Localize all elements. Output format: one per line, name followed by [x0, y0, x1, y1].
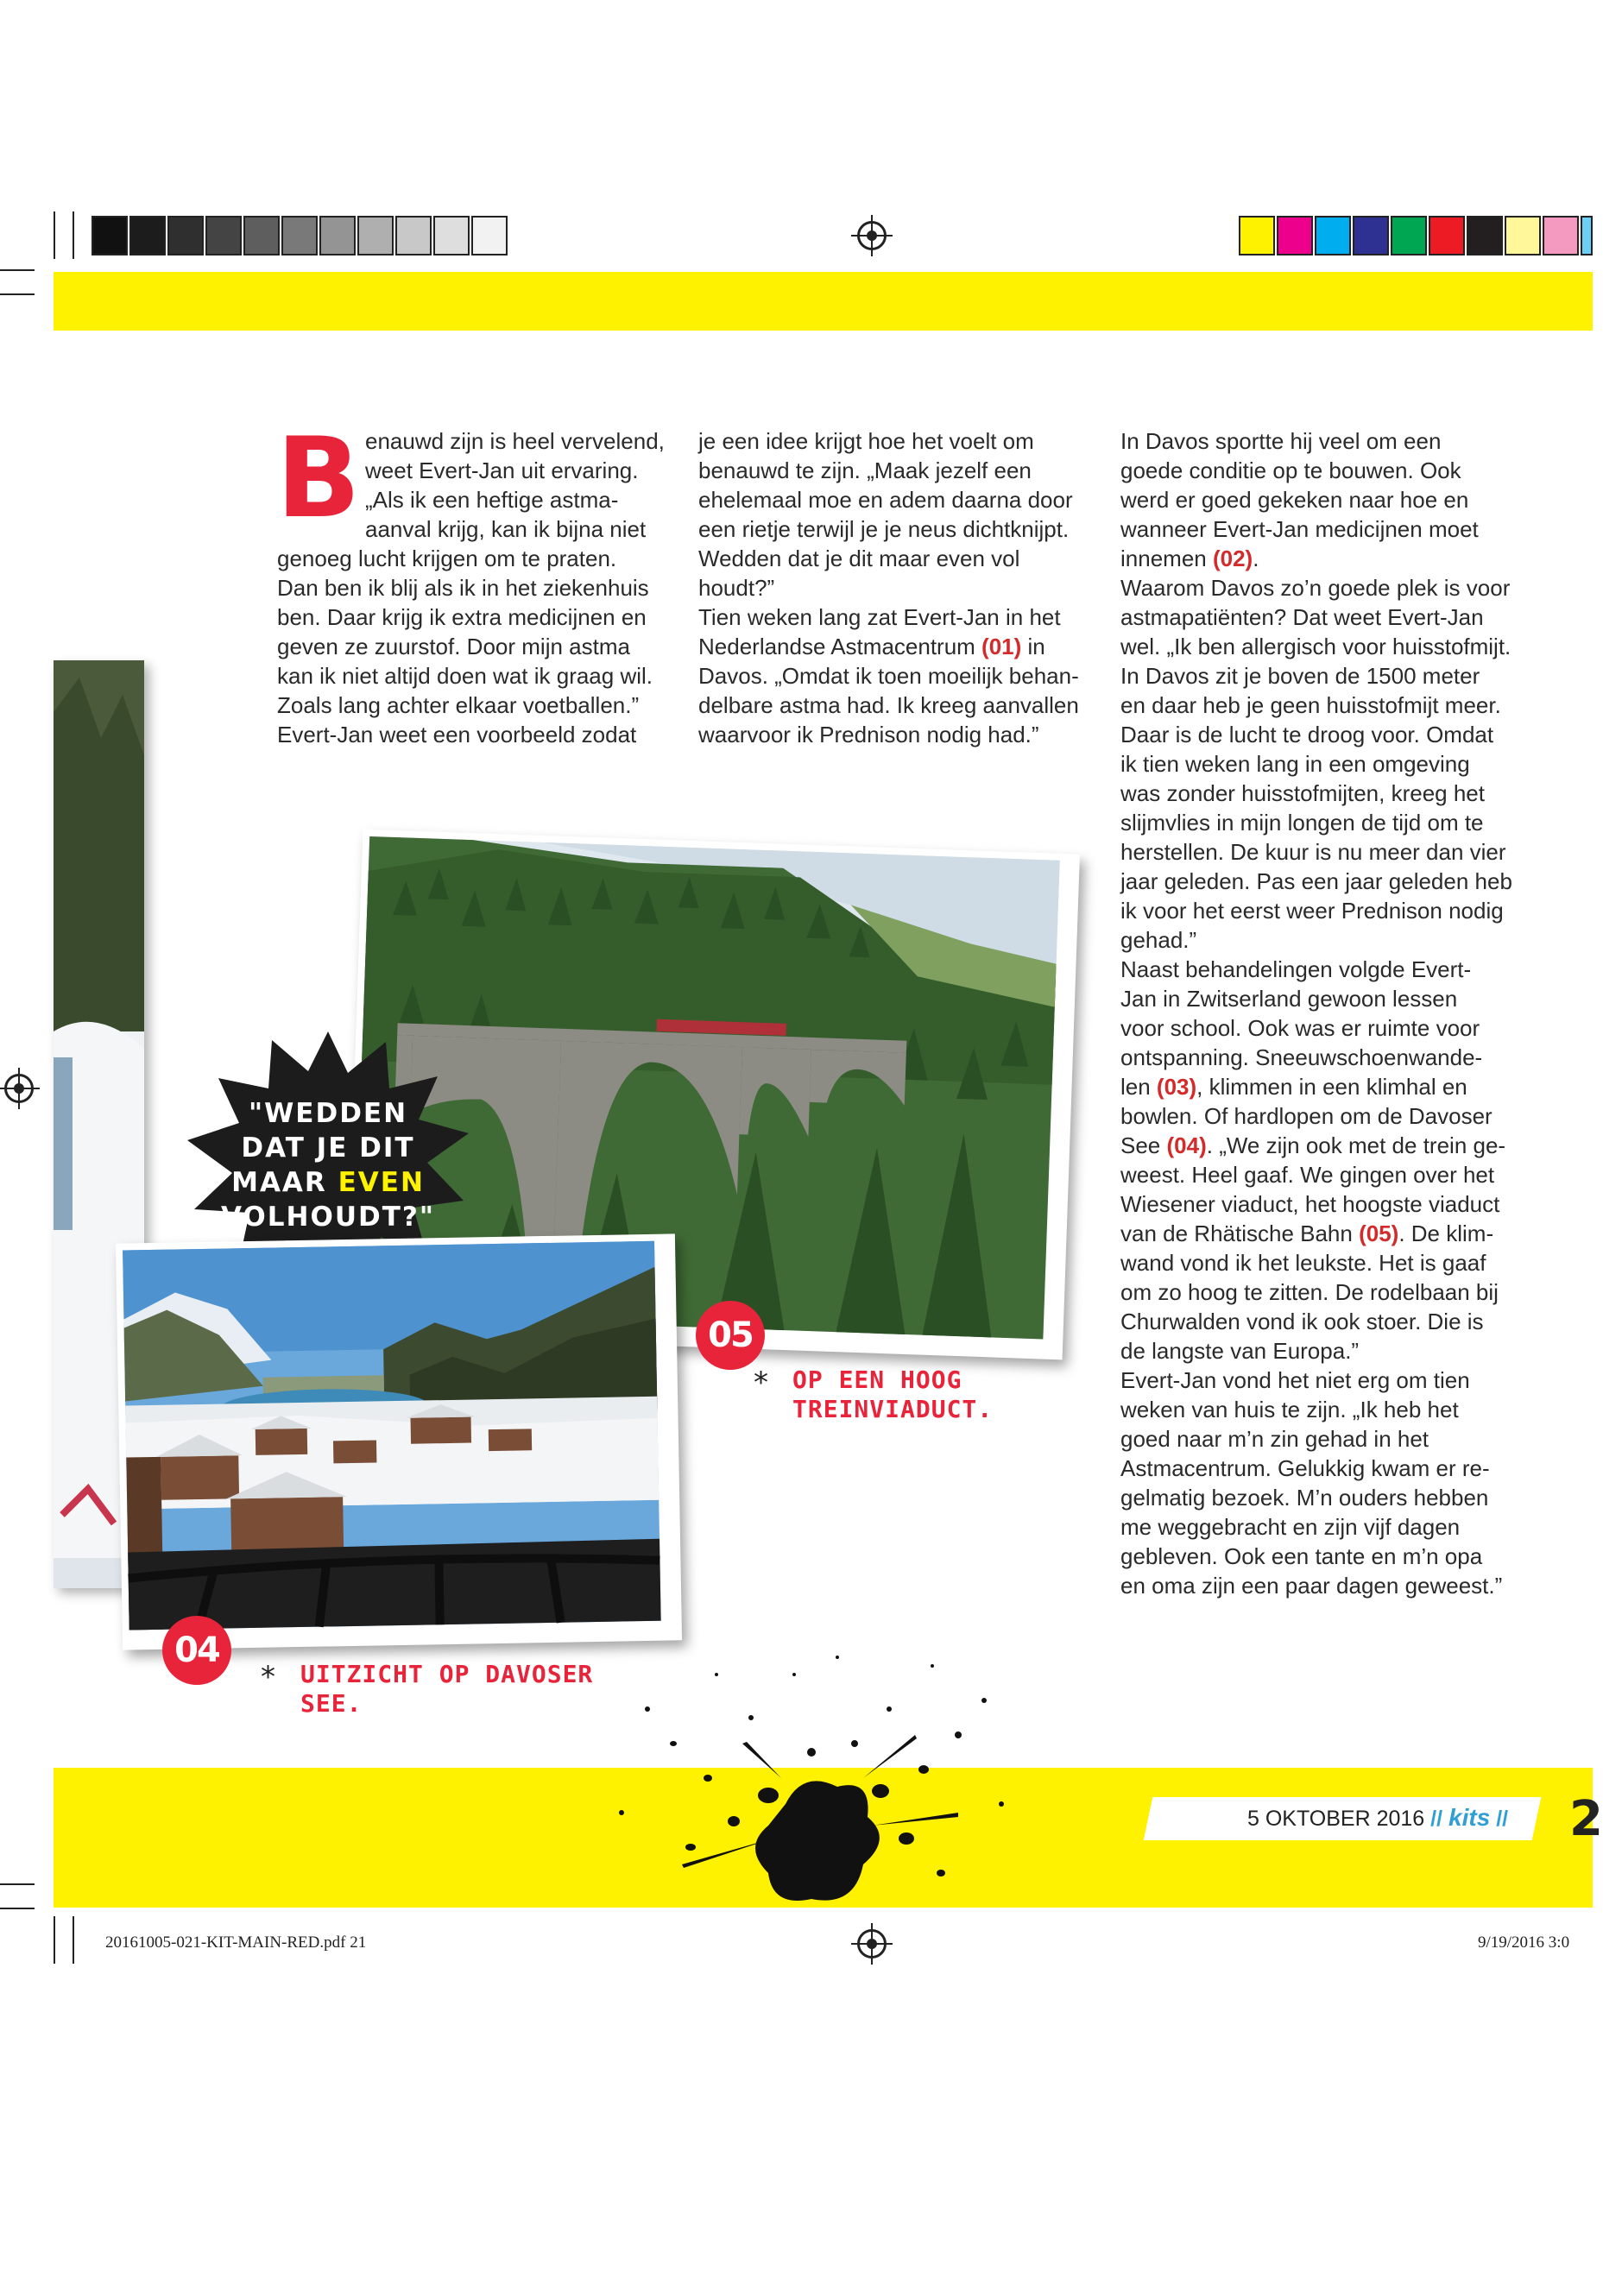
- quote-text: [199, 1096, 458, 1234]
- quote-text-a: "WEDDEN DAT JE DIT MAAR: [231, 1098, 415, 1198]
- column-1-intro: enauwd zijn is heel vervelend, weet Evert-Jan uit ervaring. „Als ik een heftige astma- aanval krijg, kan ik bijna niet: [365, 428, 665, 542]
- crop-mark: [0, 1883, 35, 1885]
- footer-separator: //: [1430, 1807, 1443, 1831]
- crop-mark: [54, 1916, 55, 1964]
- registration-mark: [857, 1929, 887, 1959]
- column-3-text-d: . „We zijn ook met de trein ge- weest. Heel gaaf. We gingen over het Wiesener viaduct, het hoogste viaduct van de Rhätische Bahn: [1120, 1132, 1506, 1246]
- registration-mark: [4, 1074, 34, 1103]
- crop-mark: [73, 1916, 74, 1964]
- footer-dateline: [1247, 1804, 1508, 1832]
- column-3-text-e: . De klim- wand vond ik het leukste. Het is gaaf om zo hoog te zitten. De rodelbaan bij Churwalden vond ik ook stoer. Die is de langste van Europa.” Evert-Jan vond het niet erg om tien weken van huis te zijn. „Ik heb het goed naar m’n zin gehad in het Astmacentrum. Gelukkig kwam er re- gelmatig bezoek. M’n ouders hebben me weggebracht en zijn vijf dagen gebleven. Ook een tante en m’n opa en oma zijn een paar dagen geweest.”: [1120, 1221, 1503, 1599]
- column-3-text-b: . Waarom Davos zo’n goede plek is voor astmapatiënten? Dat weet Evert-Jan wel. „Ik ben allergisch voor huisstofmijt. In Davos zit je boven de 1500 meter en daar heb je geen huisstofmijt meer. Daar is de lucht te droog voor. Omdat ik tien weken lang in een omgeving was zonder huisstofmijten, kreeg het slijmvlies in mijn longen de tijd om te herstellen. De kuur is nu meer dan vier jaar geleden. Pas een jaar geleden heb ik voor het eerst weer Prednison nodig gehad.” Naast behandelingen volgde Evert- Jan in Zwitserland gewoon lessen voor school. Ook was er ruimte voor ontspanning. Sneeuwschoenwande- len: [1120, 546, 1512, 1100]
- column-2-text-b: in Davos. „Omdat ik toen moeilijk behan- delbare astma had. Ik kreeg aanvallen waarvoor ik Prednison nodig had.”: [698, 634, 1079, 747]
- column-3-text-c: , klimmen in een klimhal en bowlen. Of hardlopen om de Davoser See: [1120, 1074, 1493, 1158]
- ref-04: (04): [1166, 1132, 1207, 1158]
- page-number: 2: [1569, 1791, 1603, 1847]
- quote-text-b: VOLHOUDT?": [220, 1202, 436, 1233]
- column-3: [1120, 426, 1535, 1600]
- column-2: [698, 426, 1104, 749]
- photo-davoser-see: [116, 1233, 682, 1649]
- photo-number-05: 05: [696, 1301, 765, 1370]
- crop-mark: [0, 1908, 35, 1909]
- header-band: [54, 272, 1593, 331]
- crop-mark: [0, 269, 35, 271]
- print-slug-filename: 20161005-021-KIT-MAIN-RED.pdf 21: [105, 1933, 367, 1952]
- crop-mark: [73, 211, 74, 259]
- ref-01: (01): [981, 634, 1022, 659]
- footer-date: 5 OKTOBER 2016: [1247, 1807, 1425, 1831]
- caption-asterisk: *: [754, 1366, 768, 1400]
- caption-viaduct: OP EEN HOOG TREINVIADUCT.: [792, 1366, 994, 1423]
- ref-05: (05): [1359, 1221, 1399, 1246]
- column-3-text-a: In Davos sportte hij veel om een goede conditie op te bouwen. Ook werd er goed gekeken naar hoe en wanneer Evert-Jan medicijnen moet innemen: [1120, 428, 1479, 571]
- crop-mark: [54, 211, 55, 259]
- ref-02: (02): [1212, 546, 1253, 571]
- column-1-rest: genoeg lucht krijgen om te praten. Dan ben ik blij als ik in het ziekenhuis ben. Daar krijg ik extra medicijnen en geven ze zuurstof. Door mijn astma kan ik niet altijd doen wat ik graag wil. Zoals lang achter elkaar voetballen.” Evert-Jan weet een voorbeeld zodat: [277, 546, 653, 747]
- caption-asterisk: *: [261, 1660, 275, 1694]
- print-slug-timestamp: 9/19/2016 3:0: [1478, 1933, 1570, 1952]
- ref-03: (03): [1156, 1074, 1197, 1100]
- registration-mark: [857, 221, 887, 250]
- quote-highlight: EVEN: [338, 1167, 425, 1198]
- column-2-text-a: je een idee krijgt hoe het voelt om benauwd te zijn. „Maak jezelf een ehelemaal moe en adem daarna door een rietje terwijl je je neus dichtknijpt. Wedden dat je dit maar even vol houdt?” Tien weken lang zat Evert-Jan in het Nederlandse Astmacentrum: [698, 428, 1073, 659]
- caption-davoser-see: UITZICHT OP DAVOSER SEE.: [300, 1660, 594, 1718]
- photo-number-04: 04: [162, 1616, 231, 1685]
- crop-mark: [0, 293, 35, 295]
- footer-separator-end: //: [1496, 1807, 1509, 1831]
- drop-cap: B: [276, 414, 361, 543]
- brand-logo: kits: [1448, 1804, 1491, 1831]
- ink-splatter: [596, 1640, 1027, 1908]
